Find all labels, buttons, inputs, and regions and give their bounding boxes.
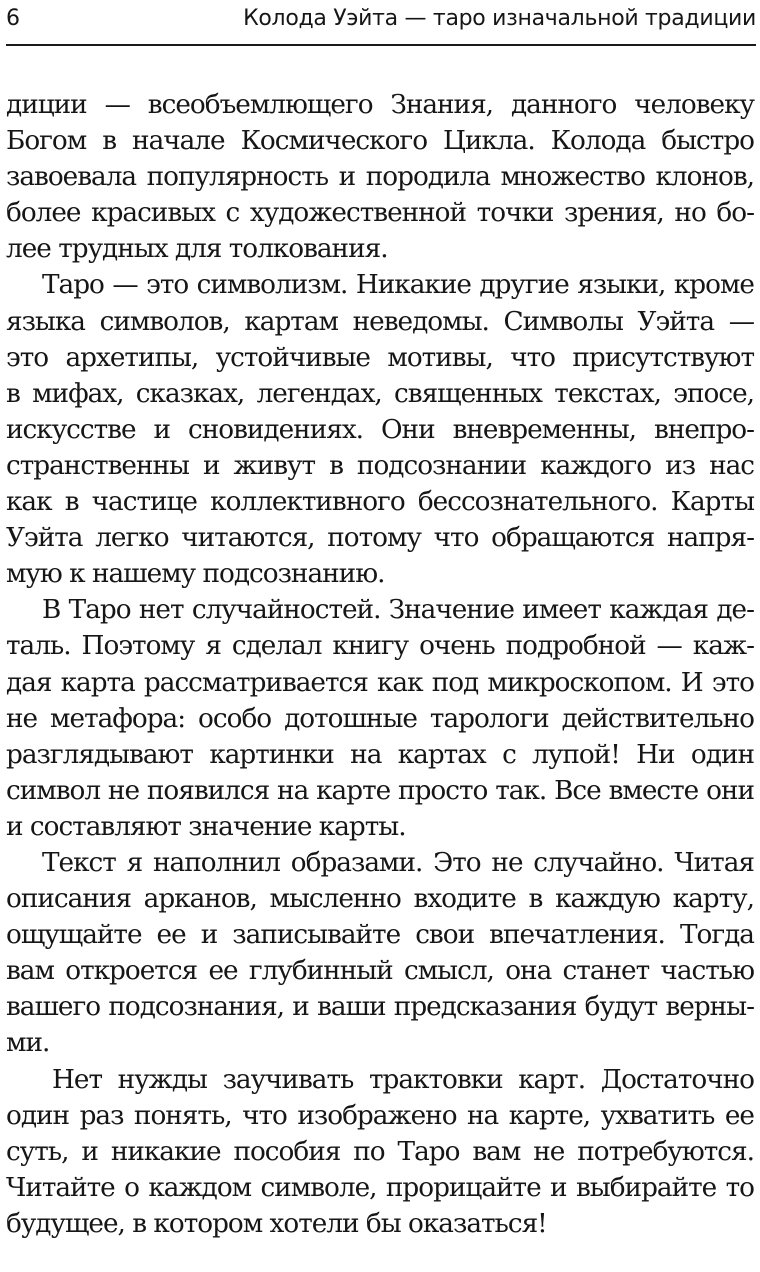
running-header xyxy=(6,2,756,46)
text-line: описания арканов, мысленно входите в каждую карту, xyxy=(6,884,754,915)
text-line: Текст я наполнил образами. Это не случайно. Читая xyxy=(42,847,754,878)
paragraph-1 xyxy=(6,87,754,267)
text-line: будущее, в котором хотели бы оказаться! xyxy=(6,1208,547,1239)
paragraph-3 xyxy=(6,592,754,845)
page-number: 6 xyxy=(6,6,20,31)
text-line: Читайте о каждом символе, прорицайте и выбирайте то xyxy=(6,1172,754,1203)
text-line: ощущайте ее и записывайте свои впечатления. Тогда xyxy=(6,920,754,951)
text-line: диции — всеобъемлющего Знания, данного человеку xyxy=(6,90,754,120)
paragraph-5 xyxy=(6,1062,754,1242)
text-line: более красивых с художественной точки зрения, но бо- xyxy=(6,198,754,229)
text-line: вашего подсознания, и ваши предсказания будут верны- xyxy=(6,992,754,1023)
text-line: разглядывают картинки на картах с лупой! Ни один xyxy=(6,739,754,770)
running-title: Колода Уэйта — таро изначальной традиции xyxy=(243,6,756,31)
text-line: как в частице коллективного бессознательного. Карты xyxy=(6,487,754,518)
text-line: и составляют значение карты. xyxy=(6,811,406,842)
text-line: Уэйта легко читаются, потому что обращаются напря- xyxy=(6,523,754,554)
text-line: символ не появился на карте просто так. Все вместе они xyxy=(6,775,754,806)
text-line: искусстве и сновидениях. Они вневременны, внепро- xyxy=(6,414,754,445)
text-line: ми. xyxy=(6,1028,50,1059)
body-text xyxy=(6,87,754,1242)
text-line: Богом в начале Космического Цикла. Колода быстро xyxy=(6,126,754,157)
text-line: лее трудных для толкования. xyxy=(6,234,388,265)
text-line: завоевала популярность и породила множество клонов, xyxy=(6,162,754,193)
text-line: мую к нашему подсознанию. xyxy=(6,559,385,590)
text-line: странственны и живут в подсознании каждого из нас xyxy=(6,450,754,481)
paragraph-2 xyxy=(6,267,754,592)
text-line: не метафора: особо дотошные тарологи действительно xyxy=(6,703,754,734)
text-line: суть, и никакие пособия по Таро вам не потребуются. xyxy=(6,1136,754,1167)
text-line: в мифах, сказках, легендах, священных текстах, эпосе, xyxy=(6,378,754,409)
text-line: языка символов, картам неведомы. Символы Уэйта — xyxy=(6,306,754,337)
text-line: вам откроется ее глубинный смысл, она станет частью xyxy=(6,956,754,987)
paragraph-4 xyxy=(6,845,754,1062)
text-line: таль. Поэтому я сделал книгу очень подробной — каж- xyxy=(6,631,754,662)
text-line: это архетипы, устойчивые мотивы, что присутствуют xyxy=(6,342,754,373)
text-line: В Таро нет случайностей. Значение имеет каждая де- xyxy=(42,595,754,626)
text-line: Нет нужды заучивать трактовки карт. Достаточно xyxy=(52,1064,754,1095)
text-line: Таро — это символизм. Никакие другие языки, кроме xyxy=(42,270,754,301)
text-line: один раз понять, что изображено на карте, ухватить ее xyxy=(6,1100,754,1131)
text-line: дая карта рассматривается как под микроскопом. И это xyxy=(6,667,754,698)
